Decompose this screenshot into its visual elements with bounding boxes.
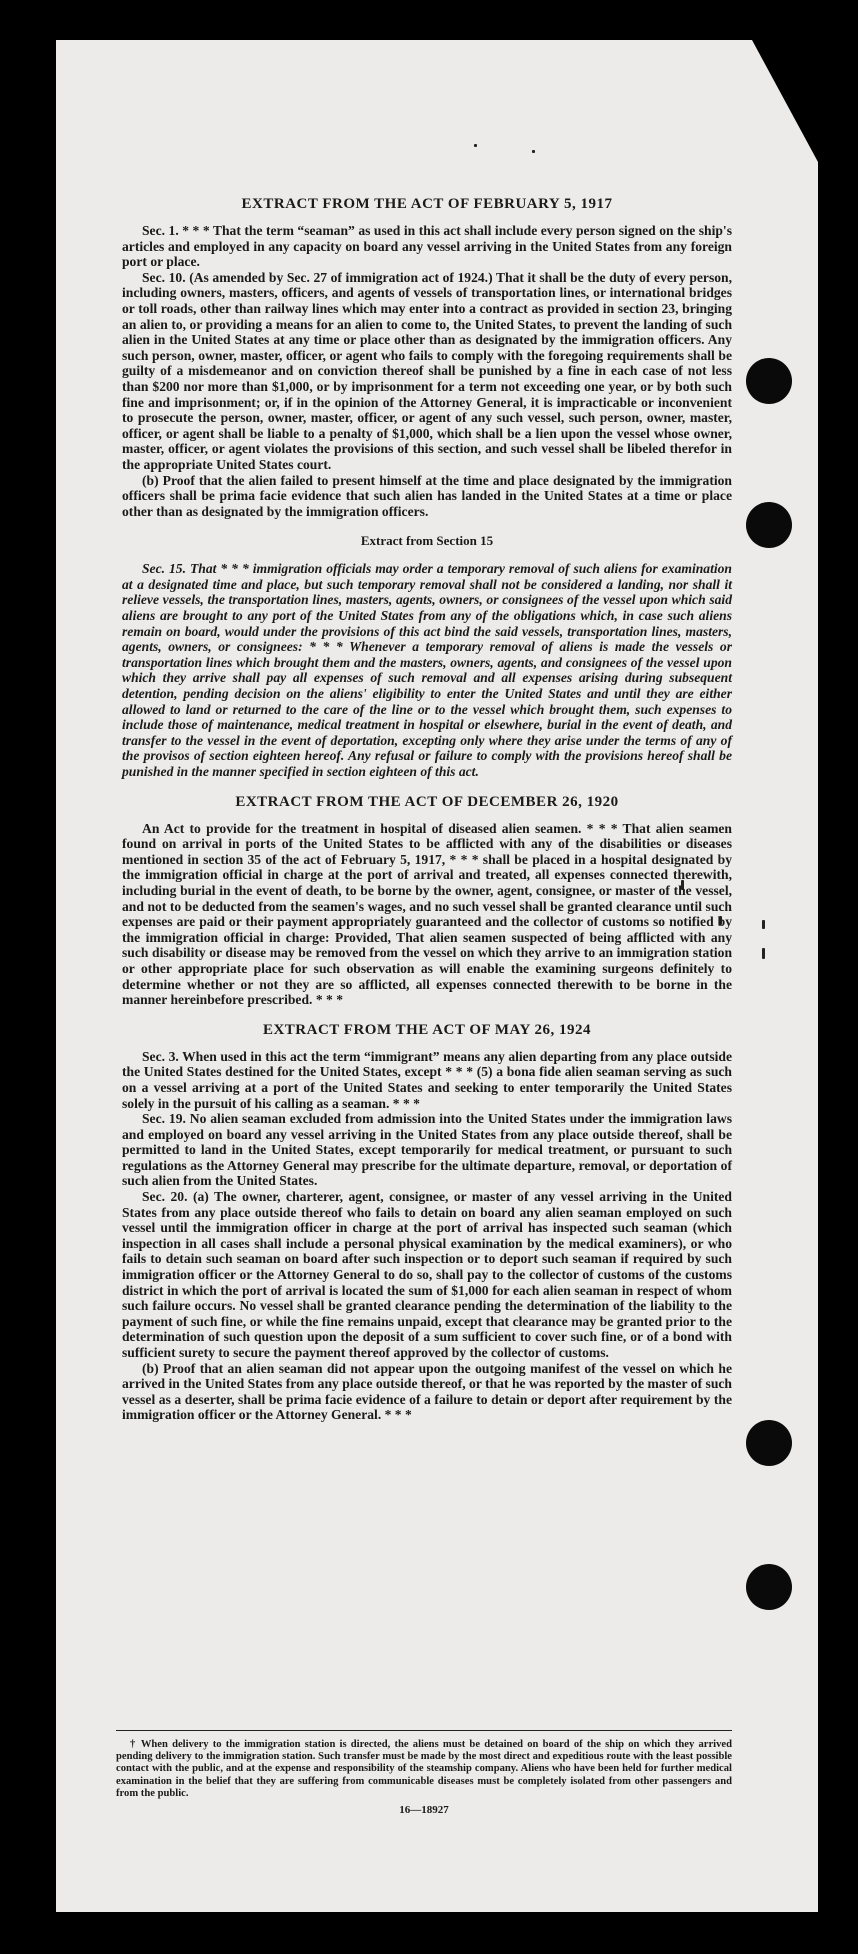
punch-hole: [746, 358, 792, 404]
paragraph: (b) Proof that the alien failed to present himself at the time and place designated by the immigration officers shall be prima facie evidence that such alien has landed in the United States at a time or place other than as designated by the immigration officers.: [122, 472, 732, 519]
ink-speck: [532, 150, 535, 153]
punch-hole: [746, 1564, 792, 1610]
document-body: [122, 196, 732, 1437]
ink-speck: [474, 144, 477, 147]
section-act-1920: [122, 794, 732, 1008]
section-title: Extract from Section 15: [360, 533, 494, 549]
footnote-text: † When delivery to the immigration station is directed, the aliens must be detained on board of the ship on which they arrived pending delivery to the immigration station. Such transfer must be made by the most direct and expeditious route with the least possible contact with the public, and at the expense and responsibility of the steamship company. Aliens who have been held for further medical examination in the belief that they are suffering from communicable diseases must be completely isolated from other passengers and from the public.: [116, 1739, 732, 1799]
punch-hole: [746, 1420, 792, 1466]
section-title: EXTRACT FROM THE ACT OF DECEMBER 26, 1920: [235, 793, 619, 810]
section-title: EXTRACT FROM THE ACT OF MAY 26, 1924: [262, 1021, 592, 1038]
footnote: [116, 1730, 732, 1800]
ink-speck: [762, 920, 765, 929]
paragraph: Sec. 3. When used in this act the term “immigrant” means any alien departing from any place outside the United States destined for the United States, except * * * (5) a bona fide alien seaman serving as such on a vessel arriving at a port of the United States and seeking to enter temporarily the United States solely in the pursuit of his calling as a seaman. * * *: [122, 1048, 732, 1111]
section-title: EXTRACT FROM THE ACT OF FEBRUARY 5, 1917: [241, 196, 613, 212]
paragraph: An Act to provide for the treatment in hospital of diseased alien seamen. * * * That alien seamen found on arrival in ports of the United States to be afflicted with any of the disabilities or diseases mentioned in section 35 of the act of February 5, 1917, * * * shall be placed in a hospital designated by the immigration official in charge at the port of arrival and treated, all expenses connected therewith, including burial in the event of death, to be borne by the owner, agent, consignee, or master of the vessel, and not to be deducted from the seamen's wages, and no such vessel shall be granted clearance until such expenses are paid or their payment appropriately guaranteed and the collector of customs so notified by the immigration official in charge: Provided, That alien seamen suspected of being afflicted with any such disability or disease may be removed from the vessel on which they arrive to an immigration station or other appropriate place for such observation as will enable the examining surgeons definitely to determine whether or not they are so afflicted, all expenses connected therewith to be borne in the manner hereinbefore prescribed. * * *: [122, 820, 732, 1008]
paragraph: Sec. 10. (As amended by Sec. 27 of immigration act of 1924.) That it shall be the duty of every person, including owners, masters, officers, and agents of vessels of transportation lines, or international bridges or toll roads, other than railway lines which may enter into a contract as provided in section 23, bringing an alien to, or providing a means for an alien to come to, the United States, to prevent the landing of such alien in the United States at any time or place other than as designated by the immigration officers. Any such person, owner, master, officer, or agent who fails to comply with the foregoing requirements shall be guilty of a misdemeanor and on conviction thereof shall be punished by a fine in each case of not less than $200 nor more than $1,000, or by imprisonment for a term not exceeding one year, or by both such fine and imprisonment; or, if in the opinion of the Attorney General, it is impracticable or inconvenient to prosecute the person, owner, master, officer, or agent of any such vessel, such person, owner, master, officer, or agent shall be liable to a penalty of $1,000, which shall be a lien upon the vessel whose owner, master, officer, or agent violates the provisions of this section, and such vessel shall be libeled therefor in the appropriate United States court.: [122, 269, 732, 472]
paragraph: Sec. 19. No alien seaman excluded from admission into the United States under the immigration laws and employed on board any vessel arriving in the United States from any place outside thereof, shall be permitted to land in the United States, except temporarily for medical treatment, or pursuant to such regulations as the Attorney General may prescribe for the ultimate departure, removal, or deportation of such alien from the United States.: [122, 1111, 732, 1189]
form-number: 16—18927: [399, 1804, 449, 1816]
ink-speck: [762, 948, 765, 959]
section-act-1917: [122, 196, 732, 519]
paragraph: Sec. 20. (a) The owner, charterer, agent, consignee, or master of any vessel arriving in the United States from any place outside thereof who fails to detain on board any alien seaman employed on such vessel until the immigration officer in charge at the port of arrival has inspected such seaman (which inspection in all cases shall include a personal physical examination by the medical examiners), or who fails to detain such seaman on board after such inspection or to deport such seaman if required by such immigration officer or the Attorney General to do so, shall pay to the collector of customs of the customs district in which the port of arrival is located the sum of $1,000 for each alien seaman in respect of whom such failure occurs. No vessel shall be granted clearance pending the determination of the liability to the payment of such fine, or while the fine remains unpaid, except that clearance may be granted prior to the determination of such question upon the deposit of a sum sufficient to cover such fine, or of a bond with sufficient surety to secure the payment thereof approved by the collector of customs.: [122, 1189, 732, 1360]
paragraph: Sec. 15. That * * * immigration officials may order a temporary removal of such aliens for examination at a designated time and place, but such temporary removal shall not be considered a landing, nor shall it relieve vessels, the transportation lines, masters, agents, owners, or consignees of the vessel upon which said aliens are brought to any port of the United States from any of the obligations which, in case such aliens remain on board, would under the provisions of this act bind the said vessels, transportation lines, masters, agents, owners, or consignees: * * * Whenever a temporary removal of aliens is made the vessels or transportation lines which brought them and the masters, owners, agents, and consignees of the vessel upon which they arrive shall pay all expenses of such removal and all expenses arising during subsequent detention, pending decision on the aliens' eligibility to enter the United States and until they are either allowed to land or returned to the care of the line or to the vessel which brought them, such expenses to include those of maintenance, medical treatment in hospital or elsewhere, burial in the event of death, and transfer to the vessel in the event of deportation, excepting only where they arise under the terms of any of the provisos of section eighteen hereof. Any refusal or failure to comply with the provisions hereof shall be punished in the manner specified in section eighteen of this act.: [122, 561, 732, 779]
paragraph: Sec. 1. * * * That the term “seaman” as used in this act shall include every person signed on the ship's articles and employed in any capacity on board any vessel arriving in the United States from any foreign port or place.: [122, 223, 732, 270]
section-act-1924: [122, 1022, 732, 1423]
punch-hole: [746, 502, 792, 548]
paragraph: (b) Proof that an alien seaman did not appear upon the outgoing manifest of the vessel on which he arrived in the United States from any place outside thereof, or that he was reported by the master of such vessel as a deserter, shall be prima facie evidence of a failure to detain or deport after requirement by the immigration officer or the Attorney General. * * *: [122, 1360, 732, 1423]
section-15-extract: [122, 533, 732, 779]
